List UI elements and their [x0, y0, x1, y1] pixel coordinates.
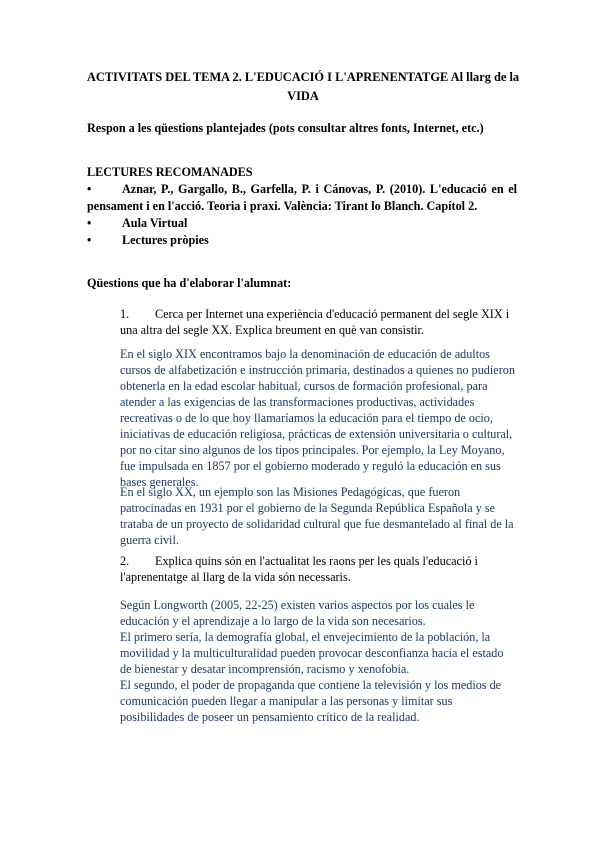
recommended-readings — [87, 164, 517, 249]
instructions: Respon a les qüestions plantejades (pots consultar altres fonts, Internet, etc.) — [87, 121, 484, 135]
document-title: ACTIVITATS DEL TEMA 2. L'EDUCACIÓ I L'APRENENTATGE Al llarg de la VIDA — [86, 70, 520, 103]
question-number: 2. — [120, 554, 130, 568]
answer-paragraph: En el siglo XX, un ejemplo son las Misiones Pedagógicas, que fueron patrocinadas en 1931 por el gobierno de la Segunda República Española y se trataba de un proyecto de solidaridad cultural que fue desmantelado al final de la guerra civil. — [120, 485, 514, 547]
bullet-icon: • — [87, 182, 92, 196]
reading-item — [87, 215, 517, 232]
answer-paragraph: En el siglo XIX encontramos bajo la denominación de educación de adultos cursos de alfabetización e instrucción primaria, destinados a quienes no pudieron obtenerla en la edad escolar habitual, cursos de formación profesional, para atender a las exigencias de las transformaciones productivas, actividades recreativas o de lo que hoy llamaríamos la educación para el tiempo de ocio, iniciativas de educación religiosa, prácticas de extensión universitaria o cultural, por no citar sino algunos de los tipos principales. Por ejemplo, la Ley Moyano, fue impulsada en 1857 por el gobierno moderado y reguló la educación en sus bases generales. — [120, 347, 515, 489]
readings-heading: LECTURES RECOMANADES — [87, 165, 253, 179]
questions-heading: Qüestions que ha d'elaborar l'alumnat: — [87, 276, 292, 290]
reading-item — [87, 181, 517, 215]
question-text: Cerca per Internet una experiència d'educació permanent del segle XIX i una altra del segle XX. Explica breument en què van consistir. — [120, 307, 510, 337]
answer-1-part-1 — [120, 346, 515, 490]
reading-text: Aznar, P., Gargallo, B., Garfella, P. i Cánovas, P. (2010). L'educació en el pensament i en l'acció. Teoria i praxi. València: Tirant lo Blanch. Capítol 2. — [87, 182, 517, 213]
answer-paragraph: El primero sería, la demografía global, el envejecimiento de la población, la movilidad y la multiculturalidad pueden provocar desconfianza hacia el estado de bienestar y desatar incomprensión, racismo y xenofobia. — [120, 630, 504, 676]
answer-2 — [120, 597, 515, 725]
bullet-icon: • — [87, 233, 92, 247]
bullet-icon: • — [87, 216, 92, 230]
question-number: 1. — [120, 307, 130, 321]
reading-text: Aula Virtual — [122, 216, 188, 230]
question-2 — [120, 553, 515, 585]
reading-item — [87, 232, 517, 249]
question-1 — [120, 306, 515, 338]
answer-1-part-2 — [120, 484, 515, 548]
answer-paragraph: El segundo, el poder de propaganda que contiene la televisión y los medios de comunicación pueden llegar a manipular a las personas y limitar sus posibilidades de poseer un pensamiento crítico de la realidad. — [120, 678, 502, 724]
question-text: Explica quins són en l'actualitat les raons per les quals l'educació i l'aprenentatge al llarg de la vida són necessaris. — [120, 554, 478, 584]
answer-paragraph: Según Longworth (2005, 22-25) existen varios aspectos por los cuales le educación y el aprendizaje a lo largo de la vida son necesarios. — [120, 598, 475, 628]
reading-text: Lectures pròpies — [122, 233, 209, 247]
